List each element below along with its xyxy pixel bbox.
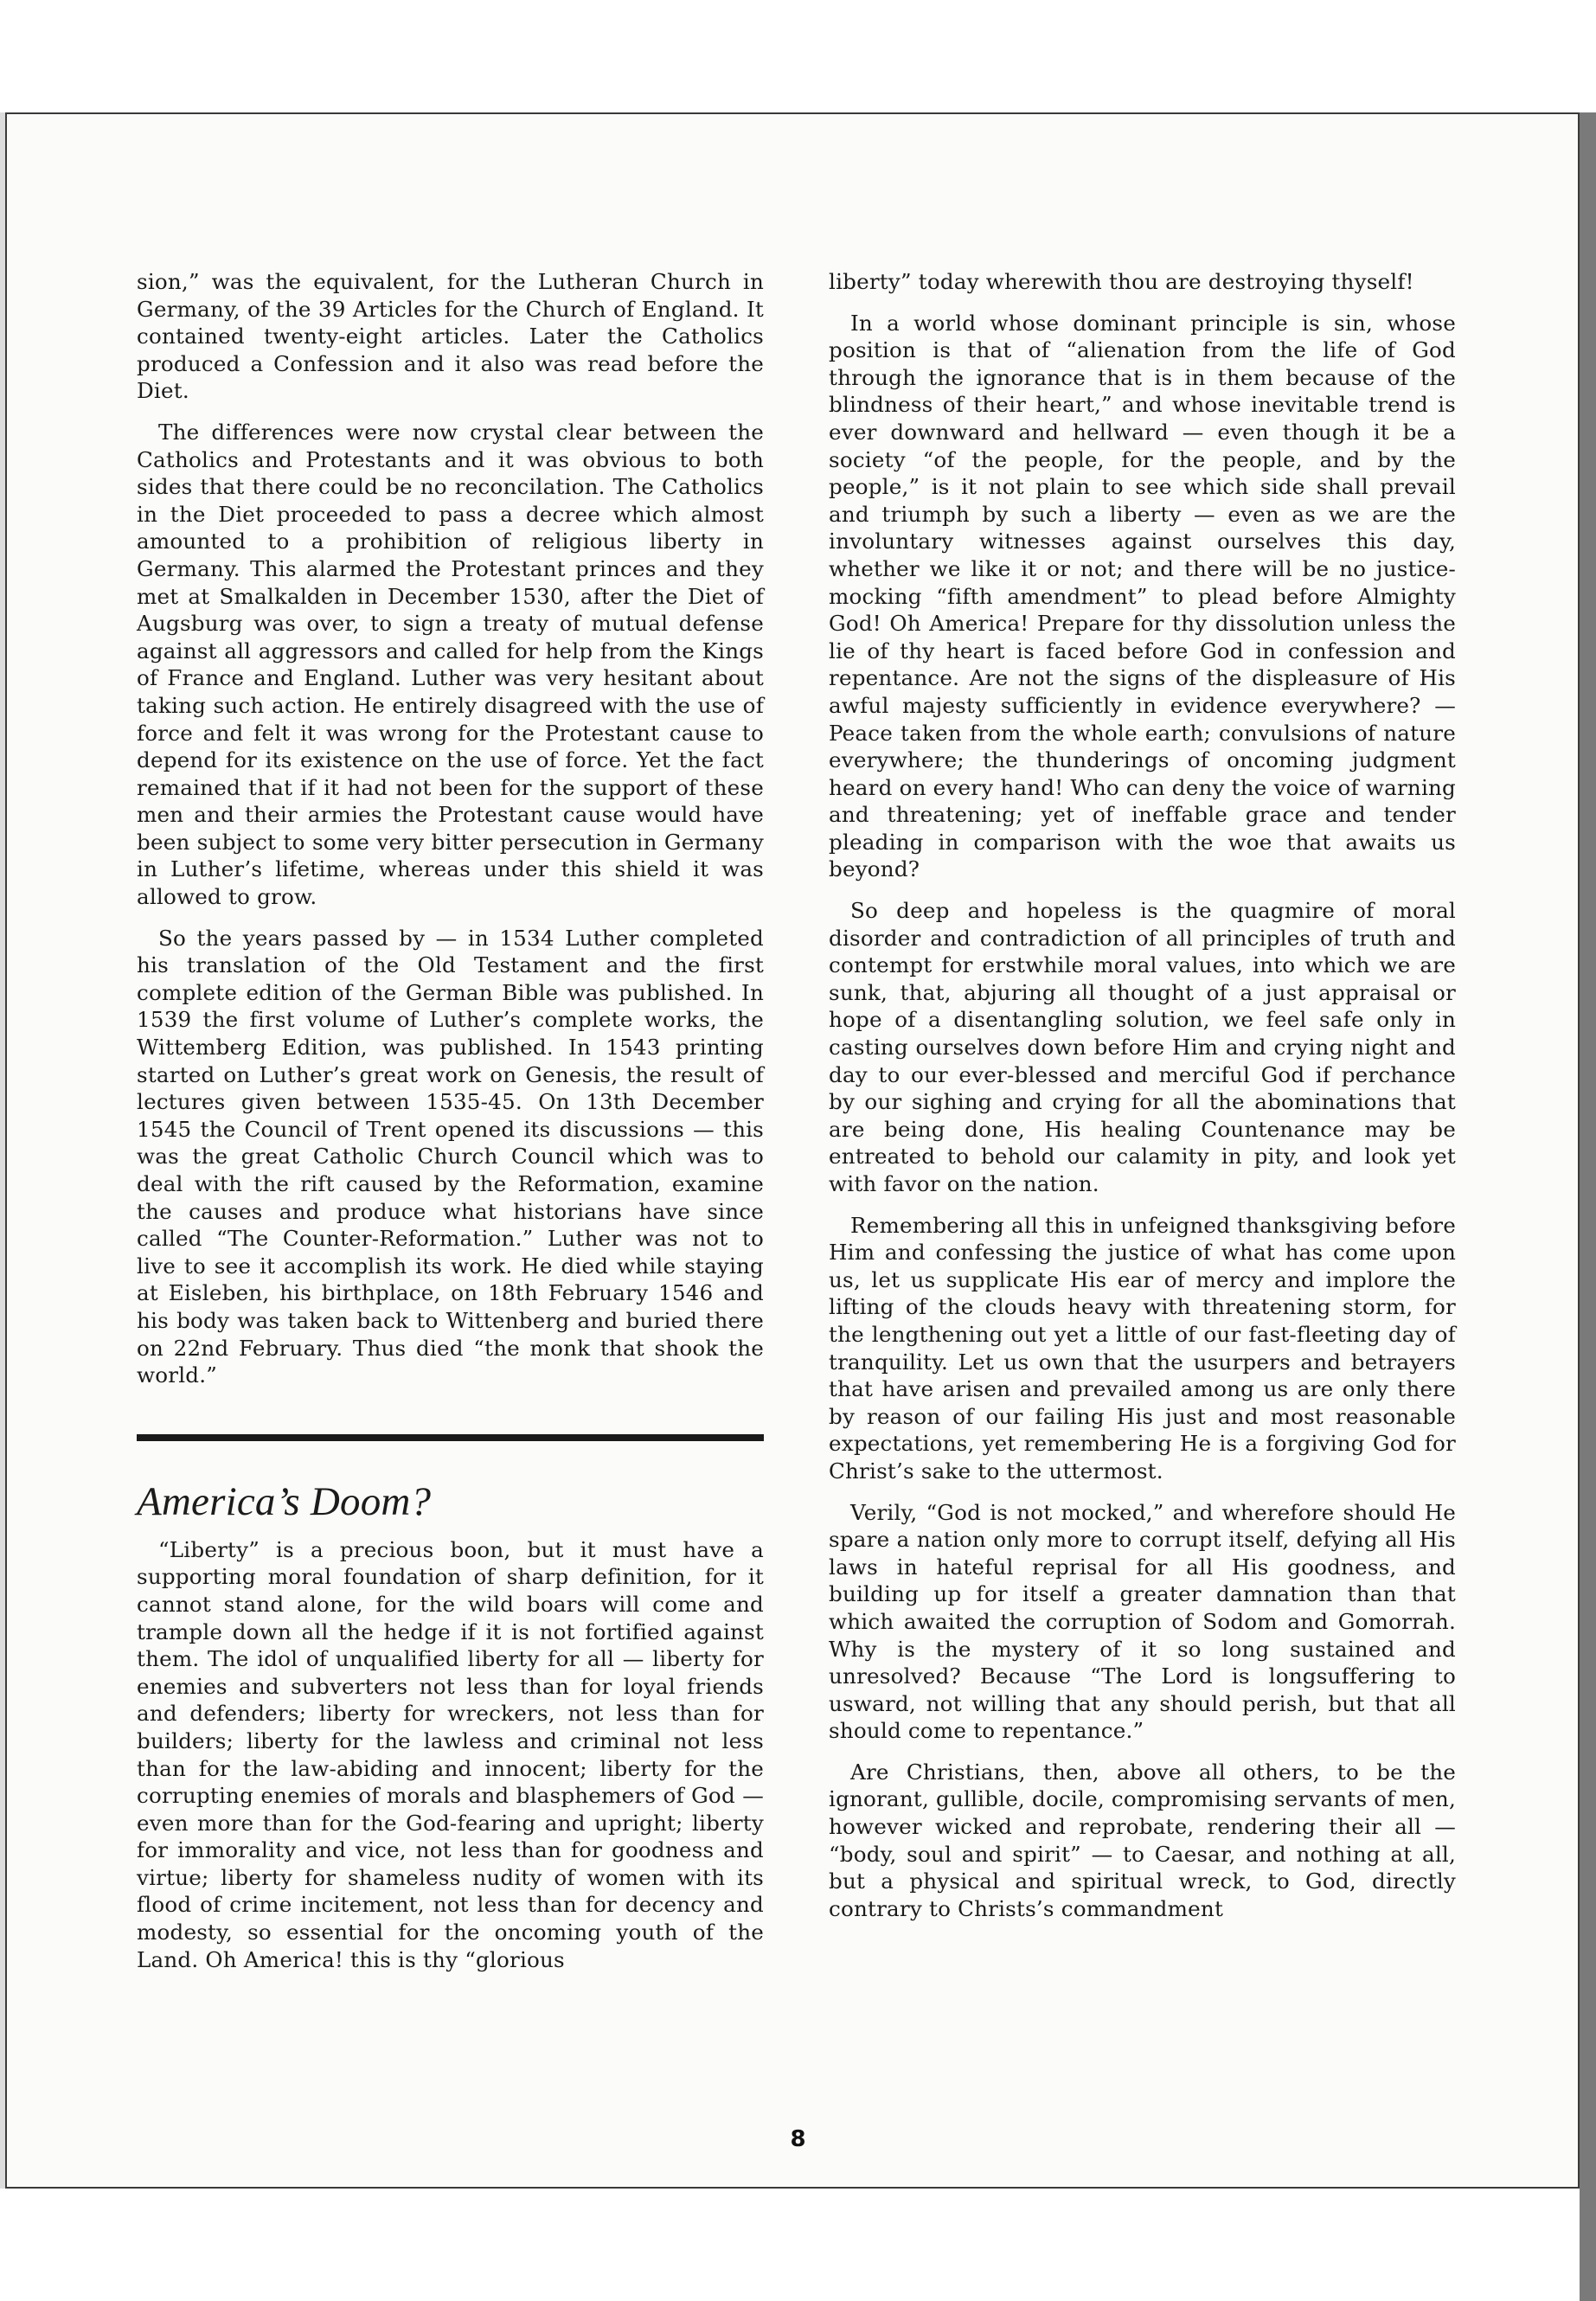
scan-edge-shadow — [1580, 112, 1596, 2301]
paragraph: Are Christians, then, above all others, to be the ignorant, gullible, docile, compromising servants of men, however wicked and reprobate, rendering their all — “body, soul and spirit” — to Caesar, and nothing at all, but a physical and spiritual wreck, to God, directly contrary to Christs’s commandment — [829, 1759, 1456, 1921]
paragraph: So the years passed by — in 1534 Luther completed his translation of the Old Testament and the first complete edition of the German Bible was published. In 1539 the first volume of Luther’s complete works, the Wittemberg Edition, was published. In 1543 printing started on Luther’s great work on Genesis, the result of lectures given between 1535-45. On 13th December 1545 the Council of Trent opened its discussions — this was the great Catholic Church Council which was to deal with the rift caused by the Reformation, examine the causes and produce what historians have since called “The Counter-Reformation.” Luther was not to live to see it accomplish its work. He died while staying at Eisleben, his birthplace, on 18th February 1546 and his body was taken back to Wittenberg and buried there on 22nd February. Thus died “the monk that shook the world.” — [137, 925, 764, 1388]
paragraph: liberty” today wherewith thou are destroying thyself! — [829, 269, 1414, 294]
paragraph: So deep and hopeless is the quagmire of moral disorder and contradiction of all principles of truth and contempt for erstwhile moral values, into which we are sunk, that, abjuring all thought of a just appraisal or hope of a disentangling solution, we feel safe only in casting ourselves down before Him and crying night and day to our ever-blessed and merciful God if perchance by our sighing and crying for all the abominations that are being done, His healing Countenance may be entreated to behold our calamity in pity, and look yet with favor on the nation. — [829, 898, 1456, 1196]
paragraph: The differences were now crystal clear between the Catholics and Protestants and it was obvious to both sides that there could be no reconcilation. The Catholics in the Diet proceeded to pass a decree which almost amounted to a prohibition of religious liberty in Germany. This alarmed the Protestant princes and they met at Smalkalden in December 1530, after the Diet of Augsburg was over, to sign a treaty of mutual defense against all aggressors and called for help from the Kings of France and England. Luther was very hesitant about taking such action. He entirely disagreed with the use of force and felt it was wrong for the Protestant cause to depend for its existence on the use of force. Yet the fact remained that if it had not been for the support of these men and their armies the Protestant cause would have been subject to some very bitter persecution in Germany in Luther’s lifetime, whereas under this shield it was allowed to grow. — [137, 419, 764, 910]
page-number: 8 — [790, 2126, 806, 2152]
section-divider — [137, 1434, 764, 1441]
scan-margin-top — [0, 0, 1596, 112]
paragraph: Verily, “God is not mocked,” and wherefore should He spare a nation only more to corrupt itself, defying all His laws in hateful reprisal for all His goodness, and building up for itself a greater damnation than that which awaited the corruption of Sodom and Gomorrah. Why is the mystery of it so long sustained and unresolved? Because “The Lord is longsuffering to usward, not willing that any should perish, but that all should come to repentance.” — [829, 1499, 1456, 1744]
paragraph: “Liberty” is a precious boon, but it must have a supporting moral foundation of sharp definition, for it cannot stand alone, for the wild boars will come and trample down all the hedge if it is not fortified against them. The idol of unqualified liberty for all — liberty for enemies and subverters not less than for loyal friends and defenders; liberty for wreckers, not less than for builders; liberty for the lawless and criminal not less than for the law-abiding and innocent; liberty for the corrupting enemies of morals and blasphemers of God — even more than for the God-fearing and upright; liberty for immorality and vice, not less than for goodness and virtue; liberty for shameless nudity of women with its flood of crime incitement, not less than for decency and modesty, so essential for the oncoming youth of the Land. Oh America! this is thy “glorious — [137, 1536, 764, 1972]
paragraph: sion,” was the equivalent, for the Lutheran Church in Germany, of the 39 Articles for the Church of England. It contained twenty-eight articles. Later the Catholics produced a Confession and it also was read before the Diet. — [137, 269, 764, 404]
paragraph: Remembering all this in unfeigned thanksgiving before Him and confessing the justice of what has come upon us, let us supplicate His ear of mercy and implore the lifting of the clouds heavy with threatening storm, for the lengthening out yet a little of our fast-fleeting day of tranquility. Let us own that the usurpers and betrayers that have arisen and prevailed among us are only there by reason of our failing His just and most reasonable expectations, yet remembering He is a forgiving God for Christ’s sake to the uttermost. — [829, 1212, 1456, 1484]
right-column — [829, 268, 1456, 1936]
article-title: America’s Doom? — [137, 1478, 432, 1524]
paragraph: In a world whose dominant principle is sin, whose position is that of “alienation from the life of God through the ignorance that is in them because of the blindness of their heart,” and whose inevitable trend is ever downward and hellward — even though it be a society “of the people, for the people, and by the people,” is it not plain to see which side shall prevail and triumph by such a liberty — even as we are the involuntary witnesses against ourselves this day, whether we like it or not; and there will be no justice-mocking “fifth amendment” to plead before Almighty God! Oh America! Prepare for thy dissolution unless the lie of thy heart is faced before God in confession and repentance. Are not the signs of the displeasure of His awful majesty sufficiently in evidence everywhere? — Peace taken from the whole earth; convulsions of nature everywhere; the thunderings of oncoming judgment heard on every hand! Who can deny the voice of warning and threatening; yet of ineffable grace and tender pleading in comparison with the woe that awaits us beyond? — [829, 310, 1456, 882]
scan-margin-bottom — [0, 2189, 1580, 2301]
left-column — [137, 268, 764, 1987]
